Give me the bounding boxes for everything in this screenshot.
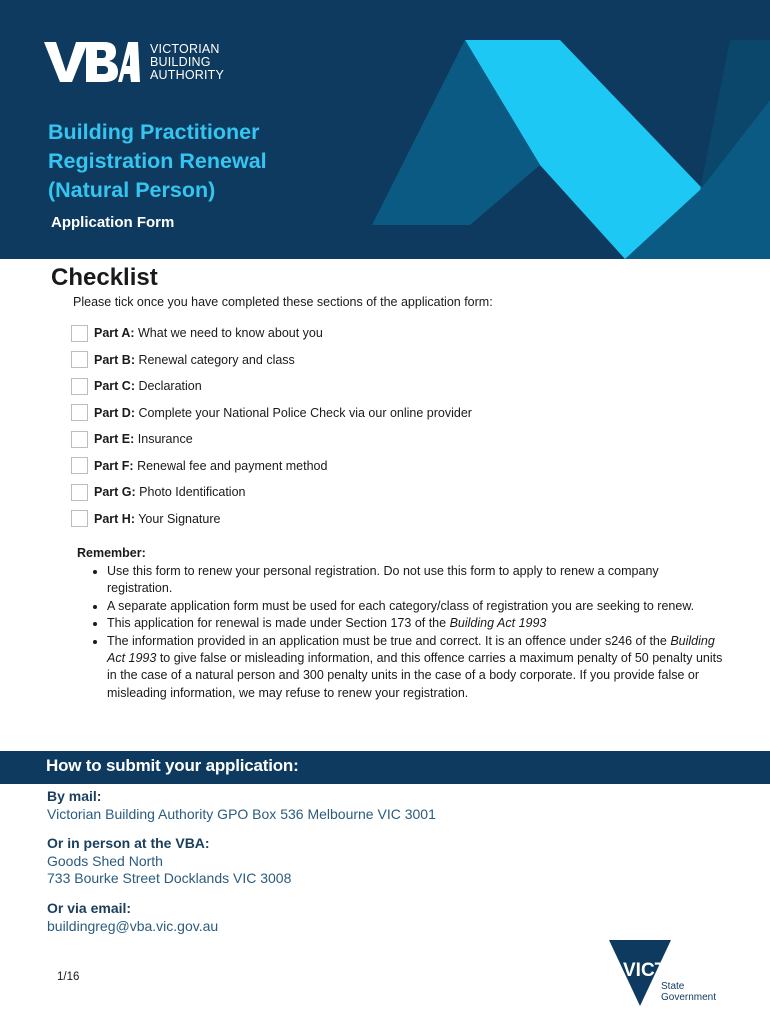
part-label: Part F: (94, 458, 134, 473)
logo-line: AUTHORITY (150, 67, 225, 82)
bullet-text: This application for renewal is made under Section 173 of the (107, 616, 450, 631)
remember-list (77, 563, 727, 702)
checklist-item (71, 320, 472, 347)
checkbox-part-a[interactable] (71, 325, 88, 342)
page-number: 1/16 (57, 971, 80, 983)
remember-bullet (107, 598, 727, 615)
checkbox-part-g[interactable] (71, 484, 88, 501)
checkbox-part-h[interactable] (71, 510, 88, 527)
remember-bullet (107, 615, 727, 632)
part-label: Part A: (94, 326, 135, 341)
part-description: Declaration (134, 379, 202, 394)
logo-line: BUILDING (150, 54, 211, 69)
bullet-text: A separate application form must be used for each category/class of registration you are seeking to renew. (107, 598, 695, 613)
checklist-item-text (94, 432, 193, 446)
part-label: Part G: (94, 485, 136, 500)
checklist-item (71, 506, 472, 533)
victoria-logo-sub: State (661, 981, 685, 992)
logo-line: VICTORIAN (150, 41, 220, 56)
victoria-logo-sub: Government (661, 992, 717, 1003)
checklist-item-text (94, 379, 202, 393)
checklist-item-text (94, 485, 245, 499)
in-person-label: Or in person at the VBA: (47, 835, 210, 851)
part-description: Renewal fee and payment method (133, 458, 328, 473)
remember-title: Remember: (77, 546, 146, 560)
in-person-line: Goods Shed North (47, 852, 163, 869)
mail-address: Victorian Building Authority GPO Box 536 Melbourne VIC 3001 (47, 805, 436, 822)
checkbox-part-e[interactable] (71, 431, 88, 448)
submit-heading: How to submit your application: (46, 756, 299, 775)
bullet-text: Use this form to renew your personal registration. Do not use this form to apply to renew a company registration. (107, 564, 659, 596)
checkbox-part-b[interactable] (71, 351, 88, 368)
title-line: Building Practitioner (48, 120, 260, 144)
email-link[interactable]: buildingreg@vba.vic.gov.au (47, 917, 219, 934)
vba-logo-mark (42, 38, 140, 86)
header-banner (0, 0, 770, 259)
remember-bullet (107, 633, 727, 703)
checklist-heading: Checklist (51, 264, 158, 291)
part-label: Part C: (94, 379, 135, 394)
submit-section-bar (0, 751, 770, 784)
act-name: Building Act 1993 (449, 616, 547, 631)
email-label: Or via email: (47, 900, 132, 916)
remember-section (77, 546, 727, 702)
part-description: Your Signature (134, 511, 221, 526)
email-block (47, 900, 647, 935)
checklist-item (71, 400, 472, 427)
checklist-item (71, 373, 472, 400)
in-person-block (47, 835, 647, 888)
part-label: Part E: (94, 432, 135, 447)
mail-label: By mail: (47, 788, 102, 804)
part-label: Part H: (94, 511, 135, 526)
checklist-intro: Please tick once you have completed these sections of the application form: (73, 295, 493, 309)
checklist-item (71, 426, 472, 453)
part-description: What we need to know about you (134, 326, 323, 341)
document-title (48, 118, 368, 205)
vba-logo (42, 38, 224, 86)
document-subtitle: Application Form (51, 214, 175, 231)
checklist-item-text (94, 459, 327, 473)
mail-block (47, 788, 647, 823)
title-line: (Natural Person) (48, 178, 216, 202)
checklist-item-text (94, 512, 220, 526)
checkbox-part-c[interactable] (71, 378, 88, 395)
vba-logo-text (150, 43, 224, 82)
checklist-item-text (94, 406, 472, 420)
checklist-items (71, 320, 472, 532)
part-description: Photo Identification (135, 485, 246, 500)
act-name: Building Act 1993 (107, 633, 715, 666)
title-line: Registration Renewal (48, 149, 267, 173)
remember-bullet (107, 563, 727, 598)
bullet-text: to give false or misleading information, and this offence carries a maximum penalty of 50 penalty units in the case of a natural person and 300 penalty units in the case of a body corporate. If you provide false or misleading information, we may refuse to renew your registration. (107, 651, 723, 700)
part-description: Complete your National Police Check via our online provider (134, 405, 472, 420)
part-description: Insurance (134, 432, 193, 447)
checklist-item-text (94, 326, 323, 340)
checklist-item (71, 347, 472, 374)
victoria-state-government-logo (609, 938, 734, 1008)
checklist-item-text (94, 353, 295, 367)
part-description: Renewal category and class (134, 352, 295, 367)
part-label: Part B: (94, 352, 135, 367)
checklist-item (71, 479, 472, 506)
bullet-text: The information provided in an application must be true and correct. It is an offence under s246 of the (107, 633, 671, 648)
victoria-logo-word: VICTORIA (623, 960, 714, 981)
in-person-line: 733 Bourke Street Docklands VIC 3008 (47, 870, 292, 886)
checklist-item (71, 453, 472, 480)
checkbox-part-d[interactable] (71, 404, 88, 421)
part-label: Part D: (94, 405, 135, 420)
checkbox-part-f[interactable] (71, 457, 88, 474)
